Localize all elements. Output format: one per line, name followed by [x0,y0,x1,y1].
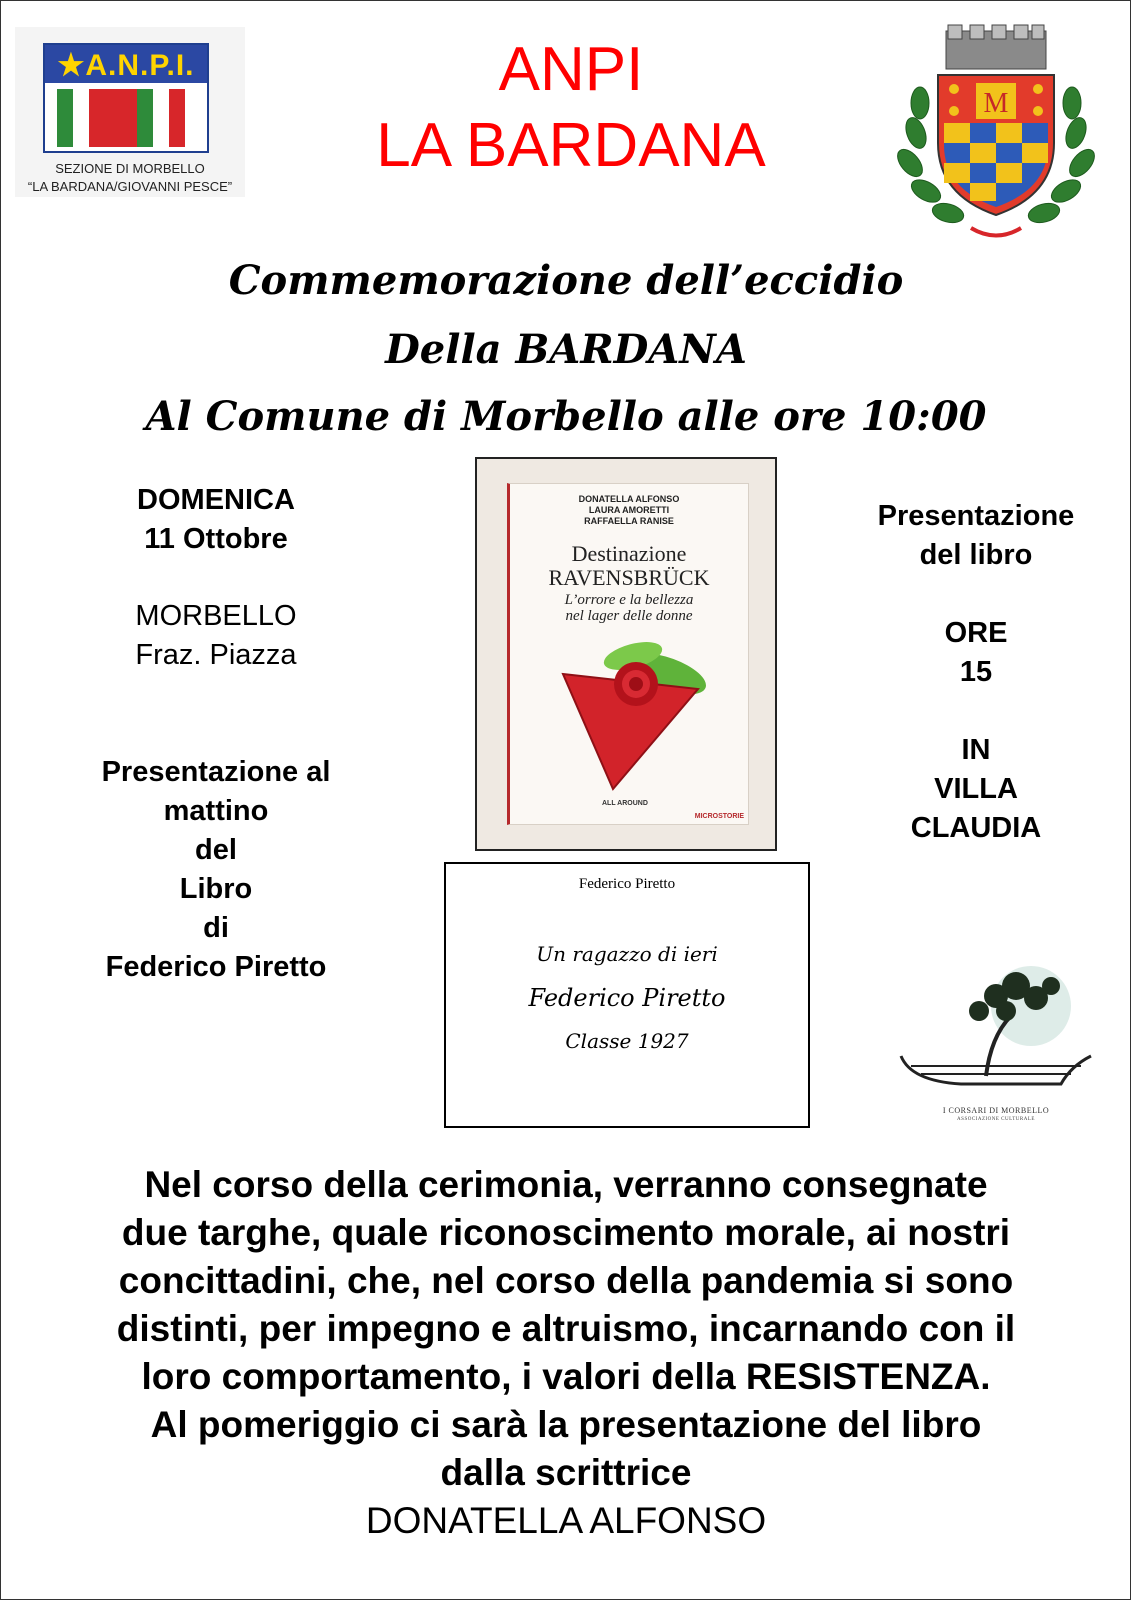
corsari-name: I CORSARI DI MORBELLO [942,1106,1050,1115]
time-value: 15 [959,656,993,688]
description-line: concittadini, che, nel corso della pandemia si sono [118,1260,1014,1301]
description-line: Al pomeriggio ci sarà la presentazione del libro [150,1404,982,1445]
corsari-subtitle: ASSOCIAZIONE CULTURALE [957,1117,1035,1122]
location-line: CLAUDIA [910,812,1042,844]
book2-title-line3: Classe 1927 [565,1029,689,1053]
corsari-logo [891,956,1101,1131]
morbello-crest [896,23,1096,245]
book2-title-line1: Un ragazzo di ieri [536,942,718,966]
anpi-logo [15,27,245,197]
anpi-emblem [43,43,209,153]
description-line: Nel corso della cerimonia, verranno consegnate [144,1164,988,1205]
location-line: IN [961,734,991,766]
event-date: 11 Ottobre [144,523,288,555]
anpi-brand-text: ★A.N.P.I. [57,49,195,82]
author-name: DONATELLA ALFONSO [365,1500,767,1541]
book1-subtitle: L’orrore e la bellezza nel lager delle donne [564,592,694,624]
morning-line: Federico Piretto [105,951,327,983]
book1-authors: DONATELLA ALFONSO LAURA AMORETTI RAFFAELLA RANISE [578,494,680,526]
presentation-line: Presentazione [877,500,1075,532]
morning-line: Presentazione al [101,756,331,788]
heading-commemoration: Commemorazione dell’eccidio [228,257,904,304]
book-cover-ravensbruck [475,457,777,851]
heading-time: Al Comune di Morbello alle ore 10:00 [145,393,987,440]
description-line: distinti, per impegno e altruismo, incarnando con il [116,1308,1016,1349]
book-cover-piretto [444,862,810,1128]
book2-author: Federico Piretto [578,876,676,892]
book1-publisher: ALL AROUND [602,800,648,807]
book2-title-line2: Federico Piretto [528,984,726,1012]
book1-title: Destinazione RAVENSBRÜCK [548,541,710,590]
event-day: DOMENICA [137,484,295,516]
morning-line: mattino [163,795,269,827]
ceremony-description [21,1161,1111,1545]
heading-bardana: Della BARDANA [385,326,747,373]
title-line2: LA BARDANA [376,111,766,180]
morning-line: Libro [179,873,253,905]
morning-line: del [195,834,237,866]
morning-line: di [203,912,229,944]
time-label: ORE [944,617,1008,649]
rose-triangle-image [558,634,708,794]
title-line1: ANPI [498,35,644,104]
italian-flag-stripes [45,89,207,147]
presentation-line: del libro [919,539,1033,571]
anpi-section-line2: “LA BARDANA/GIOVANNI PESCE” [27,179,233,194]
description-line: loro comportamento, i valori della RESISTENZA. [141,1356,991,1397]
anpi-section-line1: SEZIONE DI MORBELLO [55,161,205,176]
event-place: Fraz. Piazza [135,639,297,671]
left-column [61,481,371,987]
description-line: due targhe, quale riconoscimento morale, ai nostri [121,1212,1011,1253]
book1-series: MICROSTORIE [694,813,744,820]
crest-letter: M [983,88,1009,119]
description-line: dalla scrittrice [440,1452,692,1493]
event-town: MORBELLO [135,600,297,632]
right-column [831,497,1121,848]
location-line: VILLA [934,773,1018,805]
